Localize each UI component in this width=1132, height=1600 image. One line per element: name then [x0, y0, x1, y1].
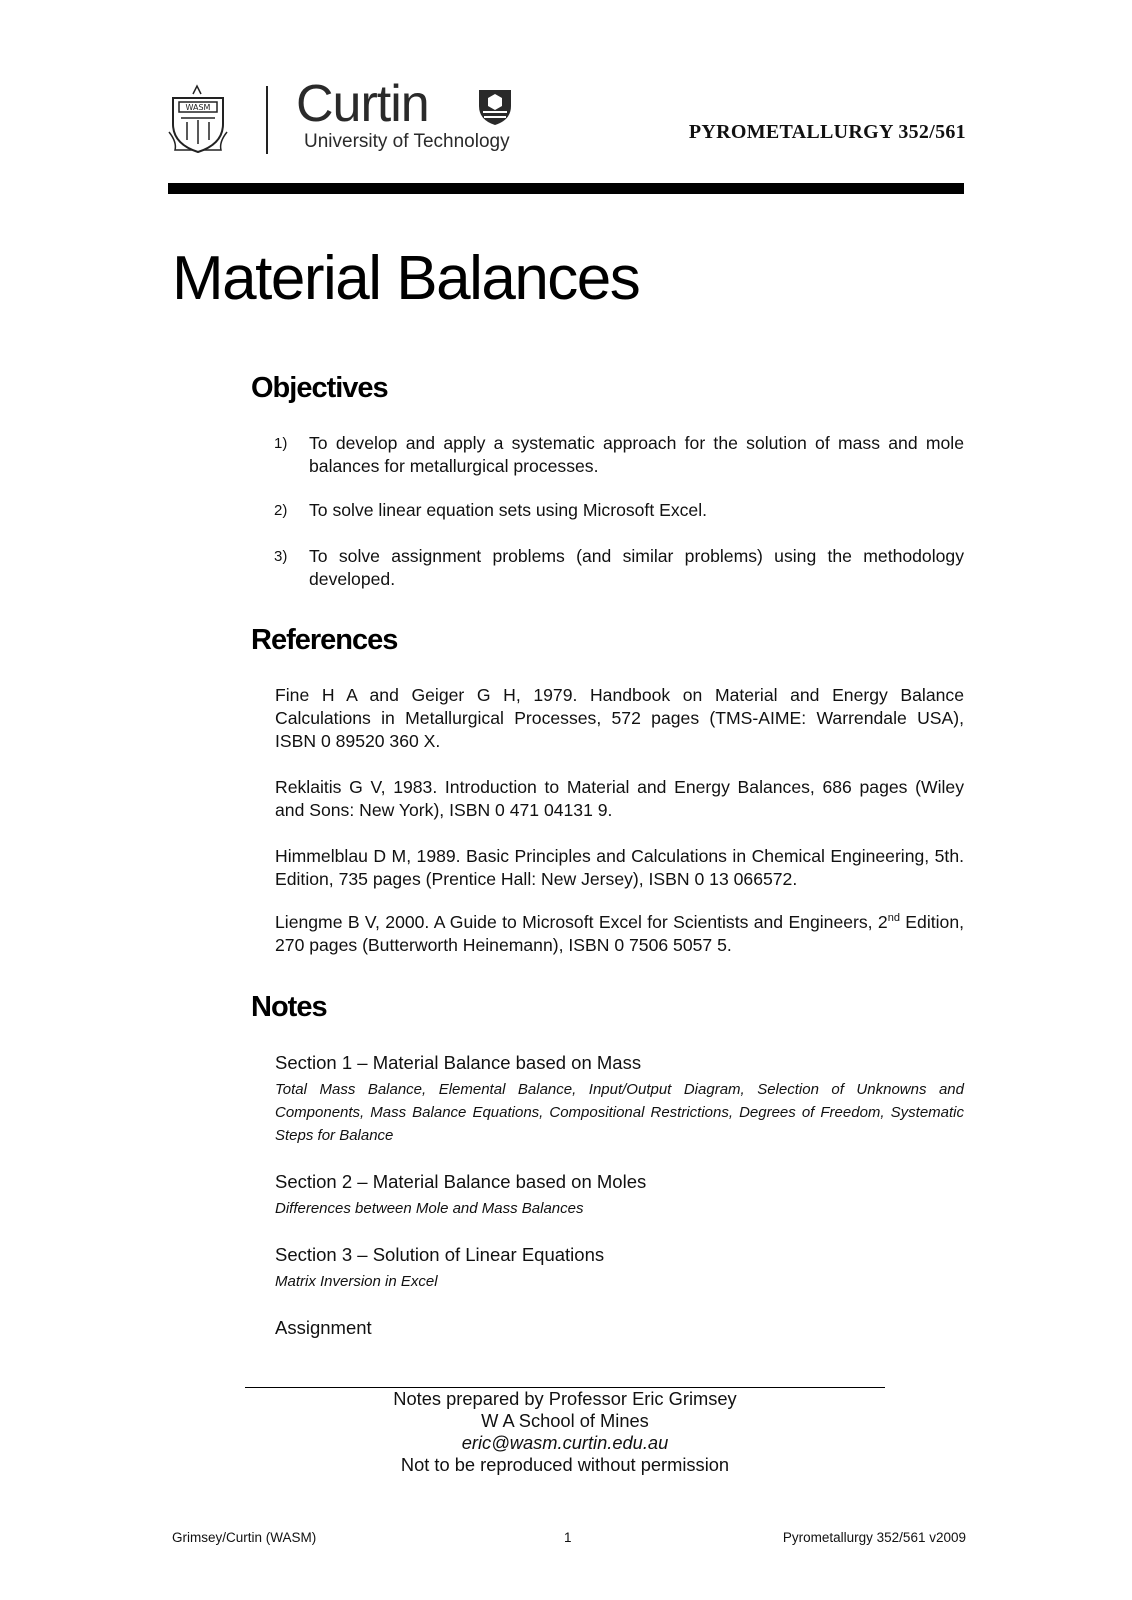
curtin-wordmark: Curtin	[296, 75, 429, 133]
objective-item	[274, 545, 964, 591]
logo-divider	[266, 86, 268, 154]
header-rule	[168, 183, 964, 194]
note-section-title: Section 2 – Material Balance based on Moles	[275, 1171, 647, 1192]
notes-heading: Notes	[251, 991, 327, 1023]
university-subtitle: University of Technology	[304, 131, 510, 152]
page-title: Material Balances	[172, 244, 640, 313]
prepared-by: Notes prepared by Professor Eric Grimsey	[393, 1388, 737, 1409]
note-section-topics: Matrix Inversion in Excel	[275, 1273, 438, 1290]
curtin-shield-icon	[478, 88, 512, 126]
objective-number: 3)	[274, 548, 288, 565]
objectives-heading: Objectives	[251, 372, 388, 404]
objective-number: 2)	[274, 502, 288, 519]
school-name: W A School of Mines	[481, 1410, 649, 1431]
reference-item: Fine H A and Geiger G H, 1979. Handbook on Material and Energy Balance Calculations in Metallurgical Processes, 572 pages (TMS-AIME: Warrendale USA), ISBN 0 89520 360 X.	[275, 685, 964, 751]
note-section-topics: Total Mass Balance, Elemental Balance, Input/Output Diagram, Selection of Unknowns and Components, Mass Balance Equations, Compositional Restrictions, Degrees of Freedom, Systematic Steps for Balance	[275, 1081, 964, 1144]
reference-item: Reklaitis G V, 1983. Introduction to Material and Energy Balances, 686 pages (Wiley and Sons: New York), ISBN 0 471 04131 9.	[275, 777, 964, 820]
reference-text-part: Edition, 270 pages (Butterworth Heinemann), ISBN 0 7506 5057 5.	[275, 912, 964, 955]
course-code: PYROMETALLURGY 352/561	[688, 121, 966, 143]
objective-item	[274, 432, 964, 478]
note-section-topics: Differences between Mole and Mass Balances	[275, 1200, 584, 1217]
svg-text:WASM: WASM	[185, 103, 211, 112]
objective-item	[274, 499, 964, 522]
footer-left: Grimsey/Curtin (WASM)	[172, 1530, 317, 1545]
references-heading: References	[251, 624, 398, 656]
note-section-title: Assignment	[275, 1317, 372, 1338]
note-section-title: Section 3 – Solution of Linear Equations	[275, 1244, 605, 1265]
reference-item: Himmelblau D M, 1989. Basic Principles and Calculations in Chemical Engineering, 5th. Edition, 735 pages (Prentice Hall: New Jersey), ISBN 0 13 066572.	[275, 846, 964, 889]
note-section-title: Section 1 – Material Balance based on Mass	[275, 1052, 642, 1073]
objective-text: To solve linear equation sets using Microsoft Excel.	[309, 500, 708, 520]
objective-number: 1)	[274, 435, 288, 452]
page-number: 1	[564, 1530, 572, 1545]
wasm-crest-logo	[167, 84, 229, 154]
footer-right: Pyrometallurgy 352/561 v2009	[782, 1530, 966, 1545]
ordinal-superscript: nd	[887, 912, 900, 925]
objective-text: To solve assignment problems (and similar problems) using the methodology developed.	[309, 546, 964, 589]
reference-text-part: Liengme B V, 2000. A Guide to Microsoft Excel for Scientists and Engineers, 2	[275, 912, 888, 932]
reference-item	[275, 911, 964, 957]
contact-email: eric@wasm.curtin.edu.au	[461, 1432, 669, 1453]
copyright-notice: Not to be reproduced without permission	[400, 1454, 730, 1475]
objective-text: To develop and apply a systematic approach for the solution of mass and mole balances for metallurgical processes.	[309, 433, 964, 476]
